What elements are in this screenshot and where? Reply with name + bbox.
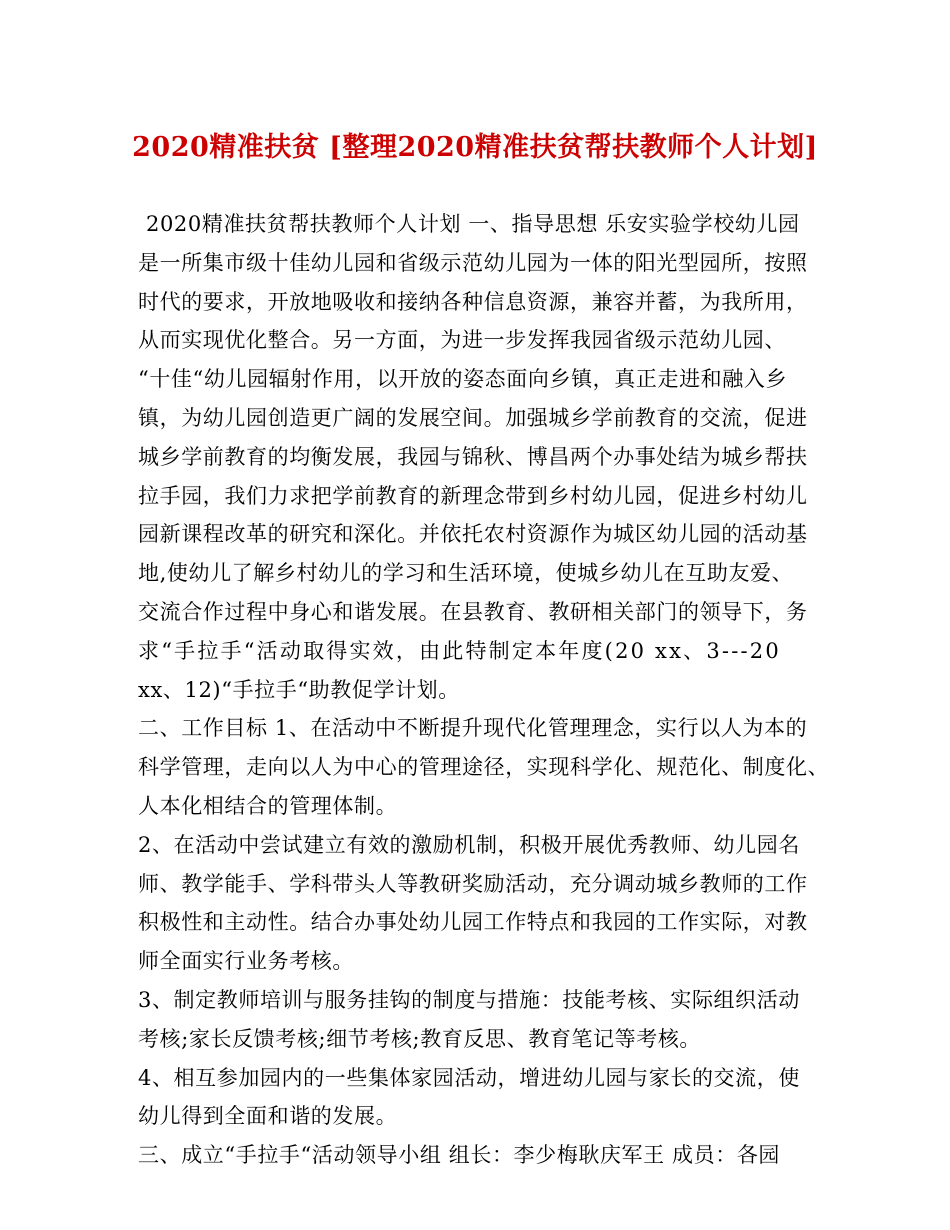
paragraph-line: 是一所集市级十佳幼儿园和省级示范幼儿园为一体的阳光型园所，按照 (138, 250, 808, 275)
paragraph-line: 交流合作过程中身心和谐发展。在县教育、教研相关部门的领导下，务 (138, 599, 808, 624)
paragraph-line: 师、教学能手、学科带头人等教研奖励活动，充分调动城乡教师的工作 (138, 871, 808, 896)
paragraph-line: 科学管理，走向以人为中心的管理途径，实现科学化、规范化、制度化、 (138, 755, 830, 780)
paragraph-line: 师全面实行业务考核。 (138, 949, 354, 974)
paragraph-line: 拉手园，我们力求把学前教育的新理念带到乡村幼儿园，促进乡村幼儿 (138, 483, 808, 508)
paragraph-line: 2020精准扶贫帮扶教师个人计划 一、指导思想 乐安实验学校幼儿园 (146, 212, 800, 236)
paragraph-line: 2、在活动中尝试建立有效的激励机制，积极开展优秀教师、幼儿园名 (138, 832, 800, 857)
paragraph-line: 考核;家长反馈考核;细节考核;教育反思、教育笔记等考核。 (138, 1026, 702, 1051)
paragraph-line: 镇，为幼儿园创造更广阔的发展空间。加强城乡学前教育的交流，促进 (138, 405, 808, 430)
document-body (138, 205, 828, 1175)
paragraph-line: 城乡学前教育的均衡发展，我园与锦秋、博昌两个办事处结为城乡帮扶 (138, 444, 808, 469)
paragraph-line: 三、成立“手拉手“活动领导小组 组长：李少梅耿庆军王 成员：各园 (138, 1143, 781, 1168)
paragraph-line: 地,使幼儿了解乡村幼儿的学习和生活环境，使城乡幼儿在互助友爱、 (138, 561, 794, 586)
paragraph-line: “十佳“幼儿园辐射作用，以开放的姿态面向乡镇，真正走进和融入乡 (138, 367, 788, 392)
paragraph-line: 3、制定教师培训与服务挂钩的制度与措施：技能考核、实际组织活动 (138, 987, 800, 1012)
paragraph-line: 4、相互参加园内的一些集体家园活动，增进幼儿园与家长的交流，使 (138, 1065, 800, 1090)
paragraph-line: 园新课程改革的研究和深化。并依托农村资源作为城区幼儿园的活动基 (138, 522, 808, 547)
paragraph-line: 人本化相结合的管理体制。 (138, 793, 398, 818)
paragraph-line: 从而实现优化整合。另一方面，为进一步发挥我园省级示范幼儿园、 (138, 328, 786, 353)
paragraph-line: 时代的要求，开放地吸收和接纳各种信息资源，兼容并蓄，为我所用， (138, 289, 808, 314)
paragraph-line: xx、12)“手拉手“助教促学计划。 (138, 677, 460, 702)
paragraph-line: 积极性和主动性。结合办事处幼儿园工作特点和我园的工作实际，对教 (138, 910, 808, 935)
paragraph-line: 求“手拉手“活动取得实效，由此特制定本年度(20 xx、3---20 (138, 638, 781, 663)
paragraph-line: 二、工作目标 1、在活动中不断提升现代化管理理念，实行以人为本的 (138, 716, 808, 741)
document-title: 2020精准扶贫 [整理2020精准扶贫帮扶教师个人计划] (132, 132, 818, 163)
paragraph-line: 幼儿得到全面和谐的发展。 (138, 1104, 398, 1129)
